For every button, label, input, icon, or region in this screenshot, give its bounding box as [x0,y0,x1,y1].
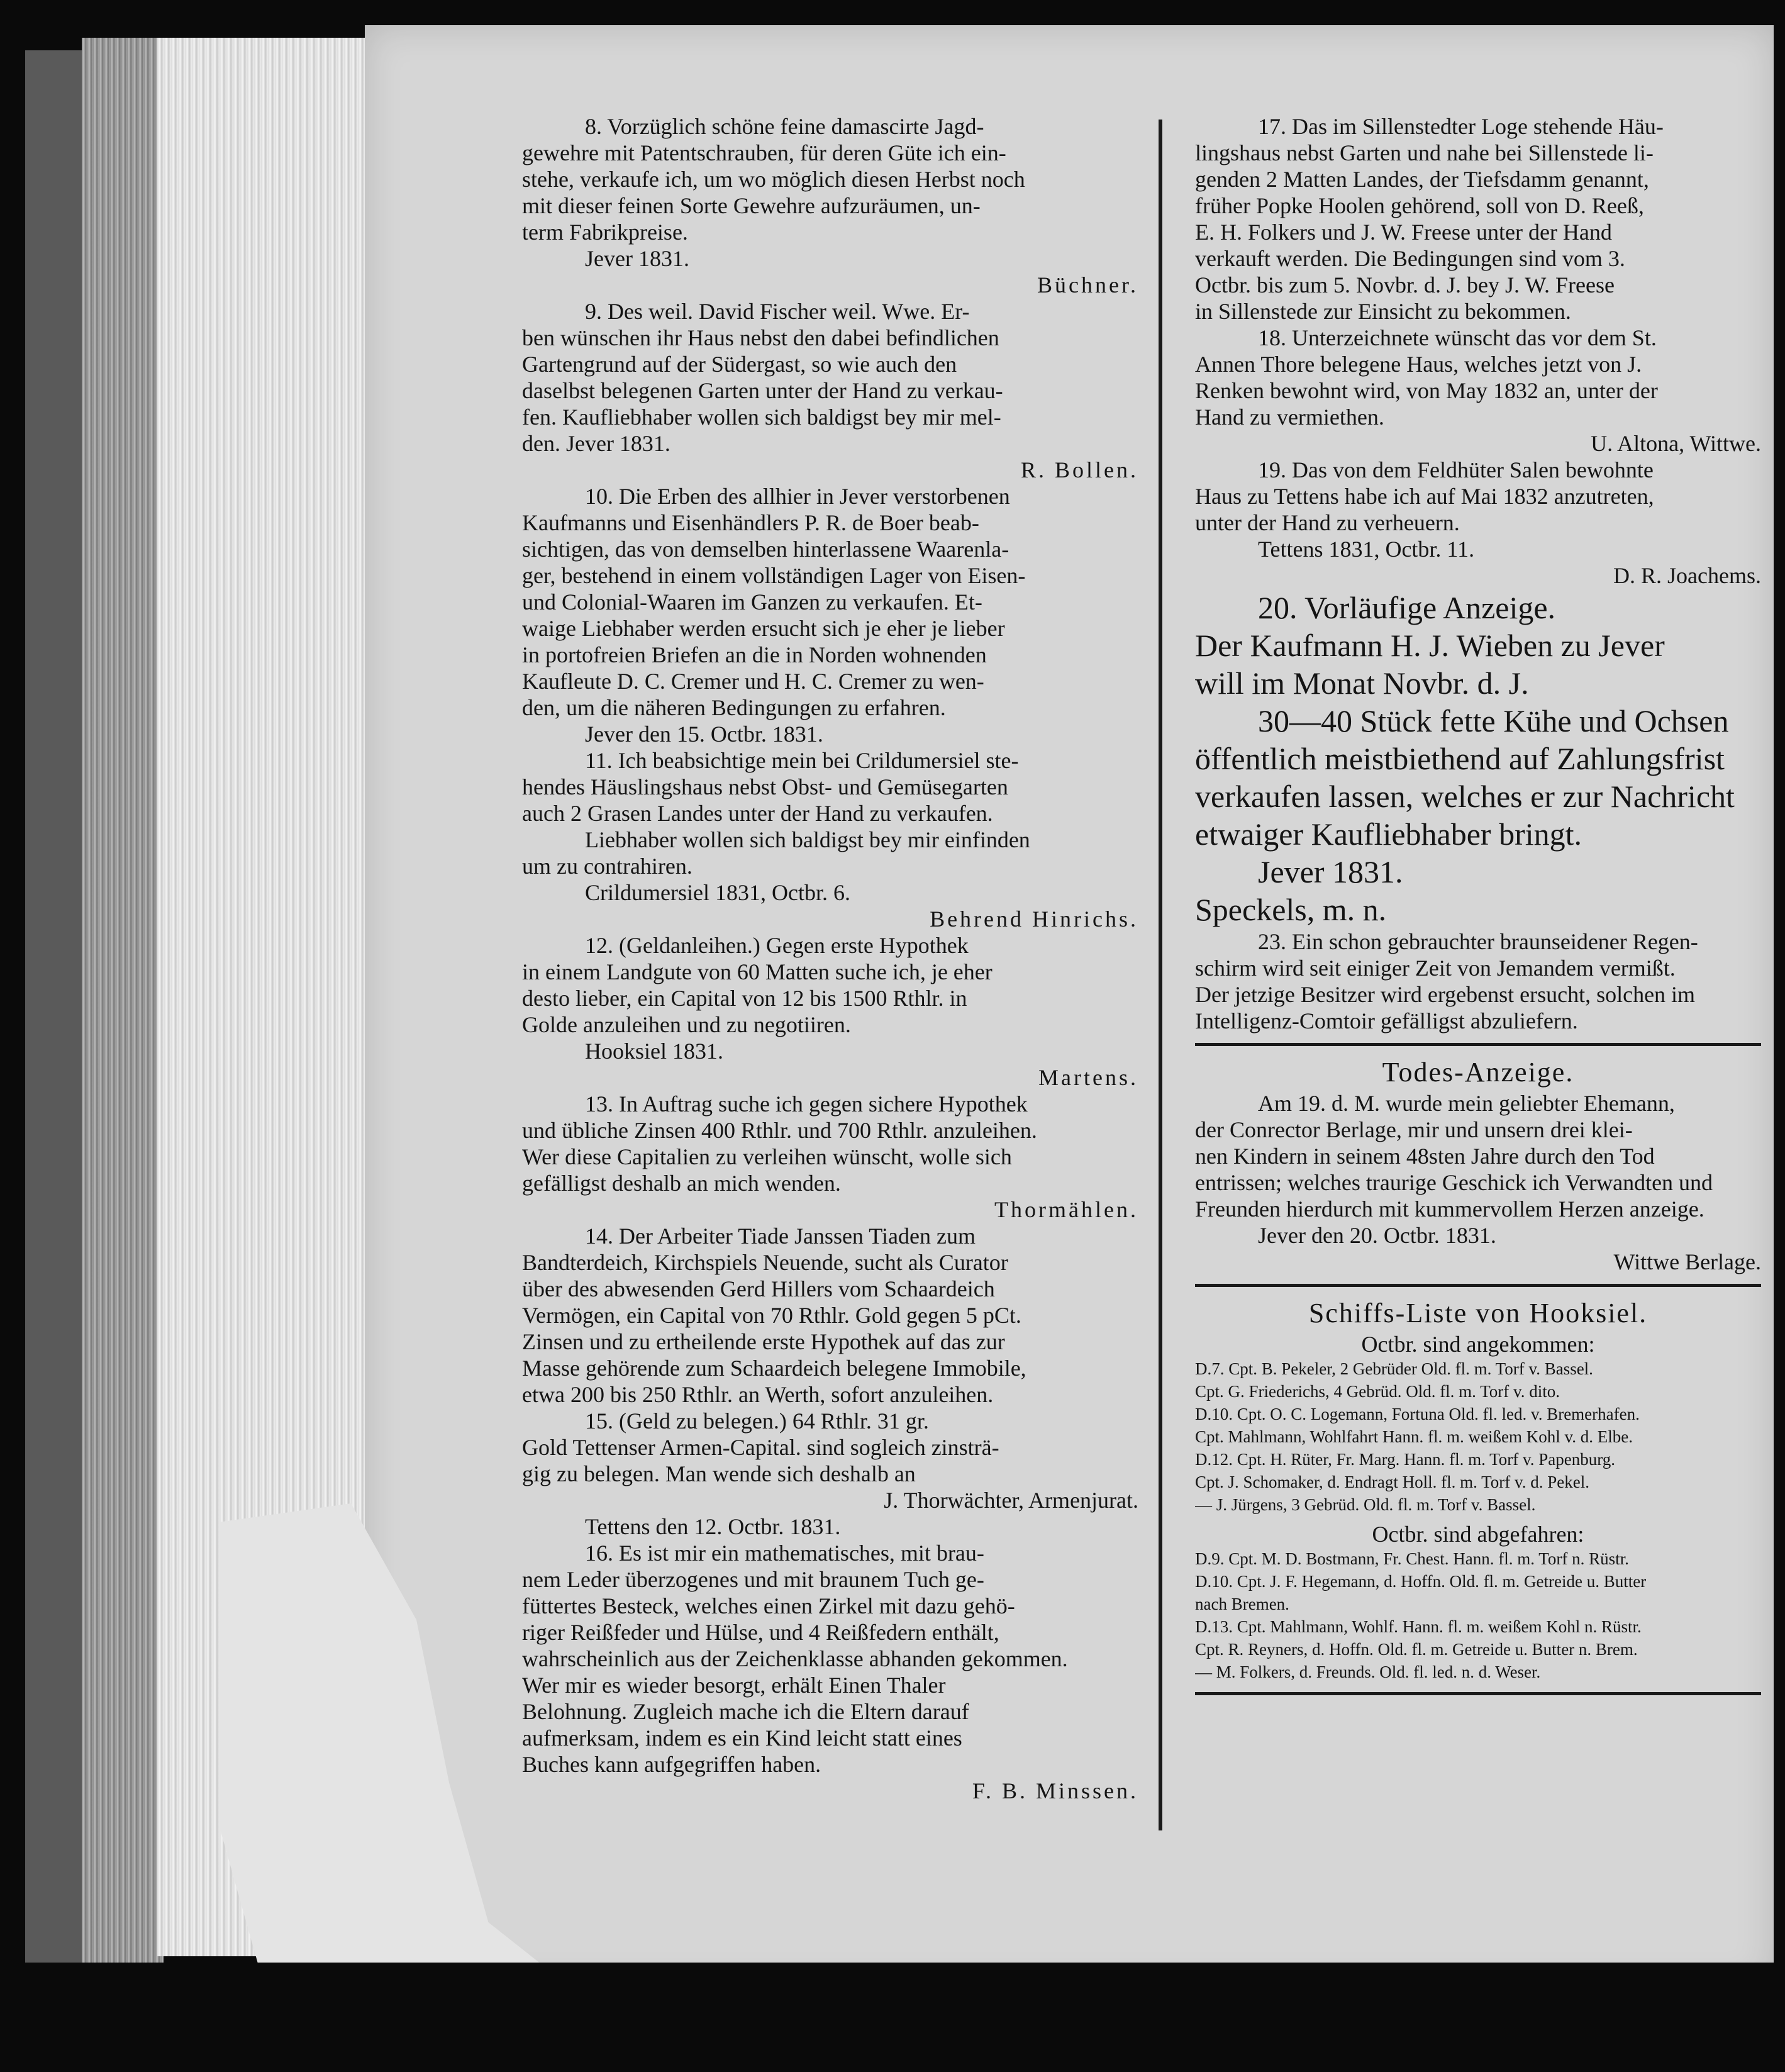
text-line: 17. Das im Sillenstedter Loge stehende Häu- [1258,114,1664,139]
text-line: in einem Landgute von 60 Matten suche ich, je eher [522,959,993,984]
text-line: 18. Unterzeichnete wünscht das vor dem St. [1258,325,1657,350]
place-date: Tettens 1831, Octbr. 11. [1258,537,1475,562]
text-line: 15. (Geld zu belegen.) 64 Rthlr. 31 gr. [585,1408,929,1434]
text-line: in portofreien Briefen an die in Norden wohnenden [522,642,987,667]
death-notice [1195,1055,1761,1275]
ship-entry: — J. Jürgens, 3 Gebrüd. Old. fl. m. Torf v. Bassel. [1195,1495,1536,1514]
text-line: über des abwesenden Gerd Hillers vom Schaardeich [522,1276,995,1301]
signature: Büchner. [1037,272,1138,298]
section-rule [1195,1692,1761,1695]
signature: U. Altona, Wittwe. [1591,431,1761,456]
ship-entry: D.13. Cpt. Mahlmann, Wohlf. Hann. fl. m. weißem Kohl n. Rüstr. [1195,1617,1642,1636]
signature: Behrend Hinrichs. [930,906,1138,932]
section-rule [1195,1284,1761,1287]
text-line: verkaufen lassen, welches er zur Nachricht [1195,779,1735,814]
text-line: den, um die näheren Bedingungen zu erfahren. [522,695,946,720]
left-column [522,113,1138,1804]
text-line: E. H. Folkers und J. W. Freese unter der Hand [1195,220,1612,245]
place-date: Hooksiel 1831. [585,1039,723,1064]
text-line: füttertes Besteck, welches einen Zirkel mit dazu gehö- [522,1593,1015,1618]
ship-entry: — M. Folkers, d. Freunds. Old. fl. led. n. d. Weser. [1195,1663,1541,1681]
text-line: gefälligst deshalb an mich wenden. [522,1171,841,1196]
signature: Speckels, m. n. [1195,892,1387,927]
ad-20 [1195,589,1761,928]
ad-14 [522,1223,1138,1408]
text-line: Haus zu Tettens habe ich auf Mai 1832 anzutreten, [1195,484,1654,509]
text-line: waige Liebhaber werden ersucht sich je eher je lieber [522,616,1005,641]
text-line: Golde anzuleihen und zu negotiiren. [522,1012,851,1037]
text-line: den. Jever 1831. [522,431,670,456]
ship-entry: Cpt. Mahlmann, Wohlfahrt Hann. fl. m. weißem Kohl v. d. Elbe. [1195,1427,1633,1446]
text-line: 19. Das von dem Feldhüter Salen bewohnte [1258,457,1654,482]
text-line: um zu contrahiren. [522,854,692,879]
place-date: Tettens den 12. Octbr. 1831. [585,1514,841,1539]
right-column [1195,113,1761,1704]
text-line: und Colonial-Waaren im Ganzen zu verkaufen. Et- [522,589,982,615]
text-line: 10. Die Erben des allhier in Jever verstorbenen [585,484,1010,509]
text-line: 13. In Auftrag suche ich gegen sichere Hypothek [585,1091,1028,1117]
text-line: hendes Häuslingshaus nebst Obst- und Gemüsegarten [522,774,1008,799]
text-line: fen. Kaufliebhaber wollen sich baldigst bey mir mel- [522,404,1001,430]
text-line: Buches kann aufgegriffen haben. [522,1752,821,1777]
place-date: Jever den 20. Octbr. 1831. [1258,1223,1496,1248]
text-line: unter der Hand zu verheuern. [1195,510,1460,535]
text-line: nem Leder überzogenes und mit braunem Tuch ge- [522,1567,984,1592]
section-rule [1195,1043,1761,1046]
ship-entry: D.12. Cpt. H. Rüter, Fr. Marg. Hann. fl. m. Torf v. Papenburg. [1195,1450,1615,1469]
text-line: gewehre mit Patentschrauben, für deren Güte ich ein- [522,140,1006,165]
text-line: schirm wird seit einiger Zeit von Jemandem vermißt. [1195,955,1676,981]
text-line: ben wünschen ihr Haus nebst den dabei befindlichen [522,325,999,350]
ship-list [1195,1296,1761,1683]
text-line: will im Monat Novbr. d. J. [1195,666,1529,701]
text-line: genden 2 Matten Landes, der Tiefsdamm genannt, [1195,167,1649,192]
column-divider [1159,120,1162,1830]
ship-entry: D.10. Cpt. O. C. Logemann, Fortuna Old. fl. led. v. Bremerhafen. [1195,1405,1640,1423]
text-line: 8. Vorzüglich schöne feine damascirte Jagd- [585,114,984,139]
text-line: stehe, verkaufe ich, um wo möglich diesen Herbst noch [522,167,1025,192]
ad-17 [1195,113,1761,325]
text-line: früher Popke Hoolen gehörend, soll von D. Reeß, [1195,193,1644,218]
text-line: Liebhaber wollen sich baldigst bey mir einfinden [585,827,1030,852]
arrived-heading: Octbr. sind angekommen: [1361,1332,1595,1357]
text-line: Der Kaufmann H. J. Wieben zu Jever [1195,628,1665,663]
text-line: ger, bestehend in einem vollständigen Lager von Eisen- [522,563,1026,588]
text-line: Freunden hierdurch mit kummervollem Herzen anzeige. [1195,1196,1704,1222]
text-line: etwaiger Kaufliebhaber bringt. [1195,816,1582,852]
ship-entry: Cpt. R. Reyners, d. Hoffn. Old. fl. m. Getreide u. Butter n. Brem. [1195,1640,1638,1659]
text-line: Hand zu vermiethen. [1195,404,1384,430]
text-line: 16. Es ist mir ein mathematisches, mit brau- [585,1540,984,1566]
book-spine [25,50,88,1988]
text-line: 30—40 Stück fette Kühe und Ochsen [1258,703,1729,738]
signature: Thormählen. [994,1197,1138,1222]
text-line: der Conrector Berlage, mir und unsern drei klei- [1195,1117,1633,1142]
text-line: 14. Der Arbeiter Tiade Janssen Tiaden zum [585,1223,976,1249]
text-line: Intelligenz-Comtoir gefälligst abzuliefern. [1195,1008,1578,1033]
death-notice-title: Todes-Anzeige. [1382,1057,1574,1088]
text-line: öffentlich meistbiethend auf Zahlungsfrist [1195,741,1725,776]
text-line: Kaufmanns und Eisenhändlers P. R. de Boer beab- [522,510,979,535]
ad-9 [522,298,1138,483]
place-date: Crildumersiel 1831, Octbr. 6. [585,880,850,905]
ship-entry: Cpt. G. Friederichs, 4 Gebrüd. Old. fl. m. Torf v. dito. [1195,1382,1560,1401]
signature: Wittwe Berlage. [1613,1249,1761,1274]
signature: Martens. [1038,1065,1138,1090]
ad-18 [1195,325,1761,457]
ship-entry: D.7. Cpt. B. Pekeler, 2 Gebrüder Old. fl. m. Torf v. Bassel. [1195,1359,1593,1378]
text-line: Gartengrund auf der Südergast, so wie auch den [522,352,957,377]
ad-8 [522,113,1138,298]
text-line: Bandterdeich, Kirchspiels Neuende, sucht als Curator [522,1250,1008,1275]
text-line: und übliche Zinsen 400 Rthlr. und 700 Rthlr. anzuleihen. [522,1118,1037,1143]
ad-10 [522,483,1138,747]
text-line: desto lieber, ein Capital von 12 bis 1500 Rthlr. in [522,986,967,1011]
text-line: Am 19. d. M. wurde mein geliebter Ehemann, [1258,1091,1675,1116]
ship-entry: Cpt. J. Schomaker, d. Endragt Holl. fl. m. Torf v. d. Pekel. [1195,1473,1589,1491]
text-line: nen Kindern in seinem 48sten Jahre durch den Tod [1195,1144,1655,1169]
ad-15 [522,1408,1138,1540]
text-line: wahrscheinlich aus der Zeichenklasse abhanden gekommen. [522,1646,1068,1671]
text-line: Gold Tettenser Armen-Capital. sind sogleich zinsträ- [522,1435,999,1460]
text-line: Masse gehörende zum Schaardeich belegene Immobile, [522,1356,1026,1381]
text-line: aufmerksam, indem es ein Kind leicht statt eines [522,1725,962,1751]
ad-heading: 20. Vorläufige Anzeige. [1258,590,1556,625]
text-line: in Sillenstede zur Einsicht zu bekommen. [1195,299,1571,324]
book-cover-edge [82,38,164,1988]
text-line: entrissen; welches traurige Geschick ich Verwandten und [1195,1170,1713,1195]
ad-11 [522,747,1138,932]
ship-entry: nach Bremen. [1195,1595,1289,1613]
signature: F. B. Minssen. [972,1778,1138,1803]
place-date: Jever 1831. [1258,854,1403,889]
text-line: term Fabrikpreise. [522,220,688,245]
text-line: Octbr. bis zum 5. Novbr. d. J. bey J. W. Freese [1195,272,1615,298]
text-line: sichtigen, das von demselben hinterlassene Waarenla- [522,537,1009,562]
text-line: Zinsen und zu ertheilende erste Hypothek auf das zur [522,1329,1005,1354]
text-line: Wer mir es wieder besorgt, erhält Einen Thaler [522,1673,946,1698]
text-line: Belohnung. Zugleich mache ich die Eltern darauf [522,1699,969,1724]
text-line: etwa 200 bis 250 Rthlr. an Werth, sofort anzuleihen. [522,1382,994,1407]
text-line: daselbst belegenen Garten unter der Hand zu verkau- [522,378,1003,403]
signature: D. R. Joachems. [1613,563,1761,588]
departed-heading: Octbr. sind abgefahren: [1372,1522,1584,1547]
ad-12 [522,932,1138,1091]
text-line: Renken bewohnt wird, von May 1832 an, unter der [1195,378,1658,403]
text-line: auch 2 Grasen Landes unter der Hand zu verkaufen. [522,801,993,826]
text-line: 9. Des weil. David Fischer weil. Wwe. Er- [585,299,970,324]
text-line: lingshaus nebst Garten und nahe bei Sillenstede li- [1195,140,1654,165]
ad-19 [1195,457,1761,589]
text-line: verkauft werden. Die Bedingungen sind vom 3. [1195,246,1625,271]
ad-23 [1195,928,1761,1034]
text-line: riger Reißfeder und Hülse, und 4 Reißfedern enthält, [522,1620,999,1645]
text-line: 11. Ich beabsichtige mein bei Crildumersiel ste- [585,748,1019,773]
ship-entry: D.9. Cpt. M. D. Bostmann, Fr. Chest. Hann. fl. m. Torf n. Rüstr. [1195,1549,1629,1568]
text-line: gig zu belegen. Man wende sich deshalb an [522,1461,916,1486]
text-line: Annen Thore belegene Haus, welches jetzt von J. [1195,352,1642,377]
text-line: Wer diese Capitalien zu verleihen wünscht, wolle sich [522,1144,1012,1169]
ad-16 [522,1540,1138,1804]
text-line: 12. (Geldanleihen.) Gegen erste Hypothek [585,933,969,958]
ad-13 [522,1091,1138,1223]
signature: J. Thorwächter, Armenjurat. [884,1488,1138,1513]
ship-list-title: Schiffs-Liste von Hooksiel. [1308,1298,1648,1328]
text-line: 23. Ein schon gebrauchter braunseidener Regen- [1258,929,1698,954]
signature: R. Bollen. [1020,457,1138,482]
text-line: Der jetzige Besitzer wird ergebenst ersucht, solchen im [1195,982,1696,1007]
place-date: Jever 1831. [585,246,689,271]
place-date: Jever den 15. Octbr. 1831. [585,721,823,747]
text-line: mit dieser feinen Sorte Gewehre aufzuräumen, un- [522,193,981,218]
text-line: Vermögen, ein Capital von 70 Rthlr. Gold gegen 5 pCt. [522,1303,1021,1328]
bottom-shadow [0,1963,1785,2072]
ship-entry: D.10. Cpt. J. F. Hegemann, d. Hoffn. Old. fl. m. Getreide u. Butter [1195,1572,1647,1591]
text-line: Kaufleute D. C. Cremer und H. C. Cremer zu wen- [522,669,984,694]
